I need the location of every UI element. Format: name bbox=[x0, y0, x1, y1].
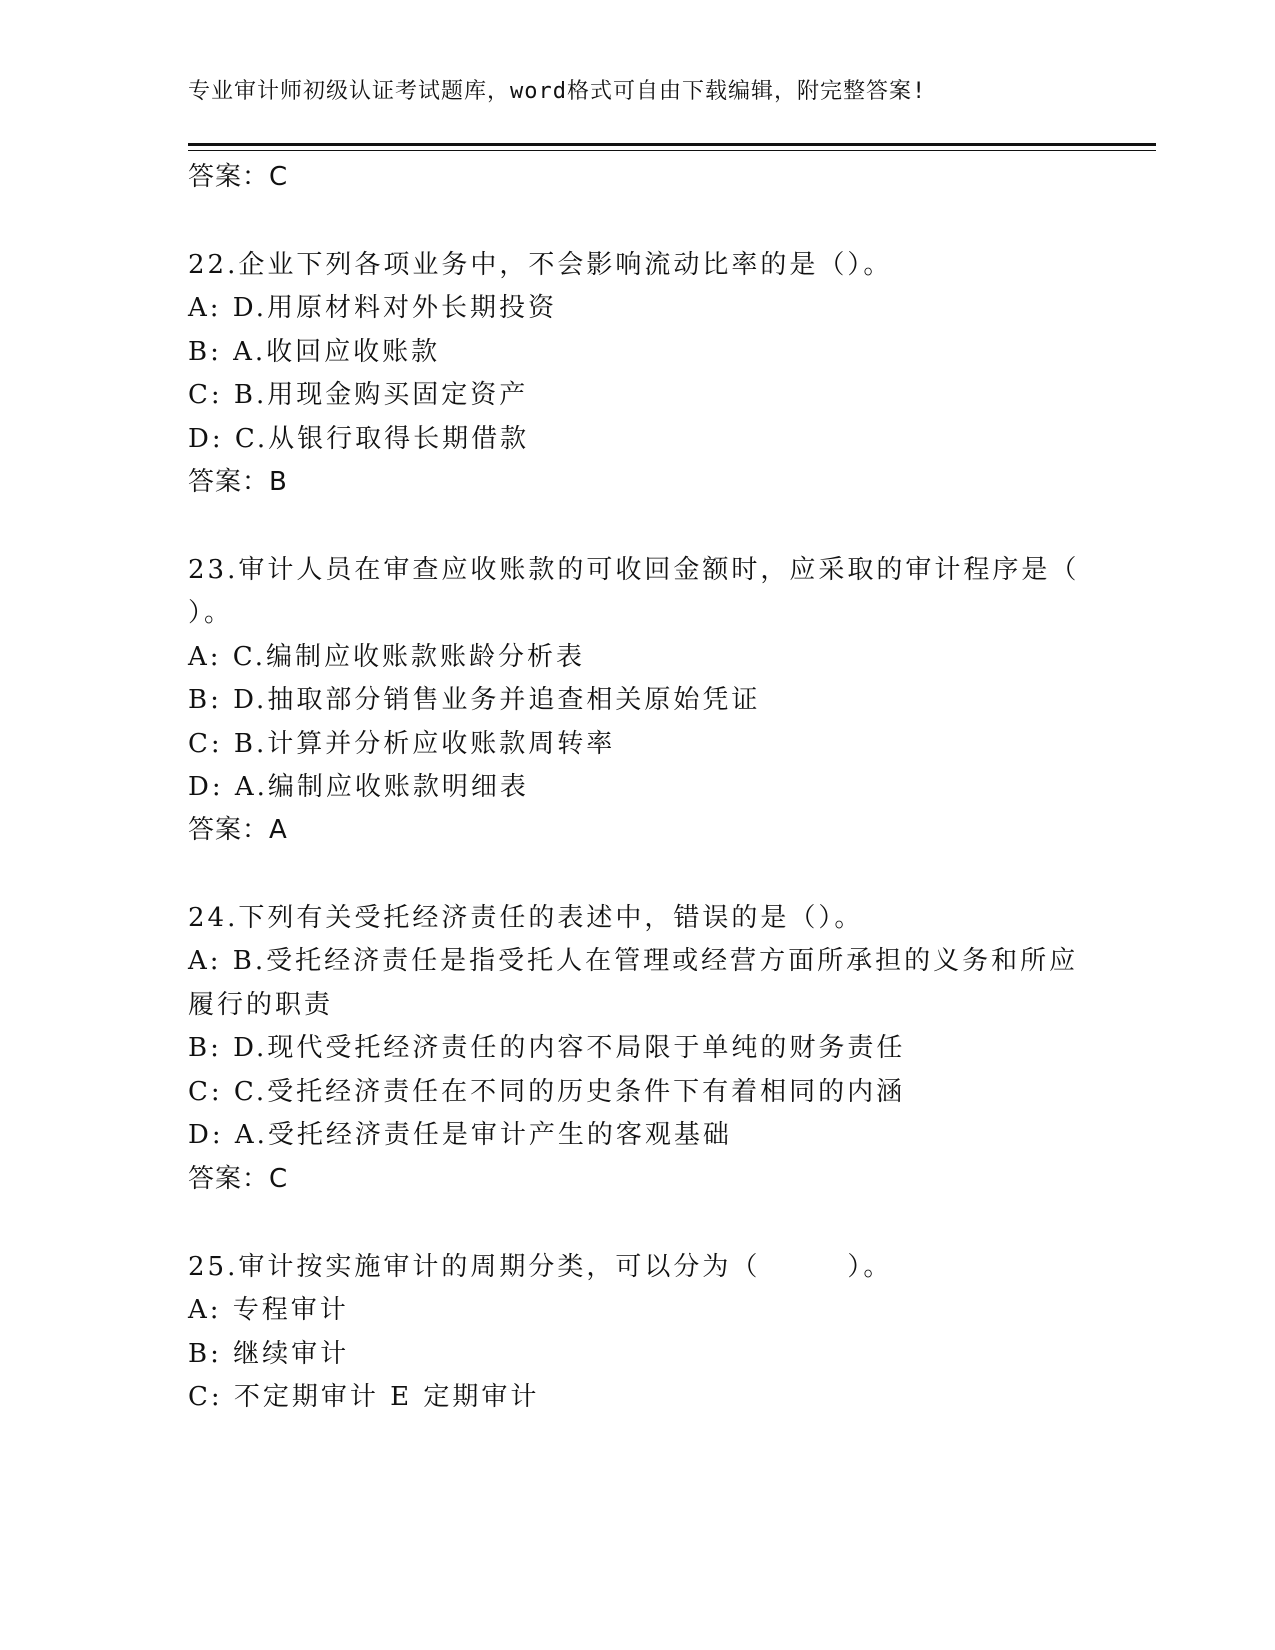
question-24-stem: 24.下列有关受托经济责任的表述中，错误的是（）。 bbox=[188, 903, 864, 933]
question-25-option-a: A: 专程审计 bbox=[188, 1295, 349, 1325]
question-23-option-d: D: A.编制应收账款明细表 bbox=[188, 772, 529, 802]
question-22-option-a: A: D.用原材料对外长期投资 bbox=[188, 293, 557, 323]
question-23-option-c: C: B.计算并分析应收账款周转率 bbox=[188, 729, 616, 759]
question-24-option-c: C: C.受托经济责任在不同的历史条件下有着相同的内涵 bbox=[188, 1077, 906, 1107]
question-24-option-a-cont: 履行的职责 bbox=[188, 990, 334, 1020]
header-rule-thick bbox=[188, 143, 1156, 146]
question-23-stem-cont: ）。 bbox=[188, 598, 234, 628]
question-24-option-d: D: A.受托经济责任是审计产生的客观基础 bbox=[188, 1120, 732, 1150]
question-22-option-d: D: C.从银行取得长期借款 bbox=[188, 424, 530, 454]
header-rule-thin bbox=[188, 150, 1156, 151]
question-24-option-a: A: B.受托经济责任是指受托人在管理或经营方面所承担的义务和所应 bbox=[188, 946, 1079, 976]
question-24-option-b: B: D.现代受托经济责任的内容不局限于单纯的财务责任 bbox=[188, 1033, 906, 1063]
answer-22: 答案：B bbox=[188, 467, 288, 497]
answer-24: 答案：C bbox=[188, 1164, 289, 1194]
question-25-stem: 25.审计按实施审计的周期分类，可以分为（ ）。 bbox=[188, 1252, 893, 1282]
question-25-option-c: C: 不定期审计 E 定期审计 bbox=[188, 1382, 540, 1412]
question-22-stem: 22.企业下列各项业务中，不会影响流动比率的是（）。 bbox=[188, 250, 893, 280]
question-22-option-b: B: A.收回应收账款 bbox=[188, 337, 441, 367]
answer-23: 答案：A bbox=[188, 815, 288, 845]
question-23-stem: 23.审计人员在审查应收账款的可收回金额时，应采取的审计程序是（ bbox=[188, 555, 1080, 585]
page-header: 专业审计师初级认证考试题库，word格式可自由下载编辑，附完整答案! bbox=[188, 79, 927, 104]
question-22-option-c: C: B.用现金购买固定资产 bbox=[188, 380, 529, 410]
question-23-option-b: B: D.抽取部分销售业务并追查相关原始凭证 bbox=[188, 685, 761, 715]
question-23-option-a: A: C.编制应收账款账龄分析表 bbox=[188, 642, 586, 672]
question-25-option-b: B: 继续审计 bbox=[188, 1339, 350, 1369]
answer-21: 答案：C bbox=[188, 162, 289, 192]
